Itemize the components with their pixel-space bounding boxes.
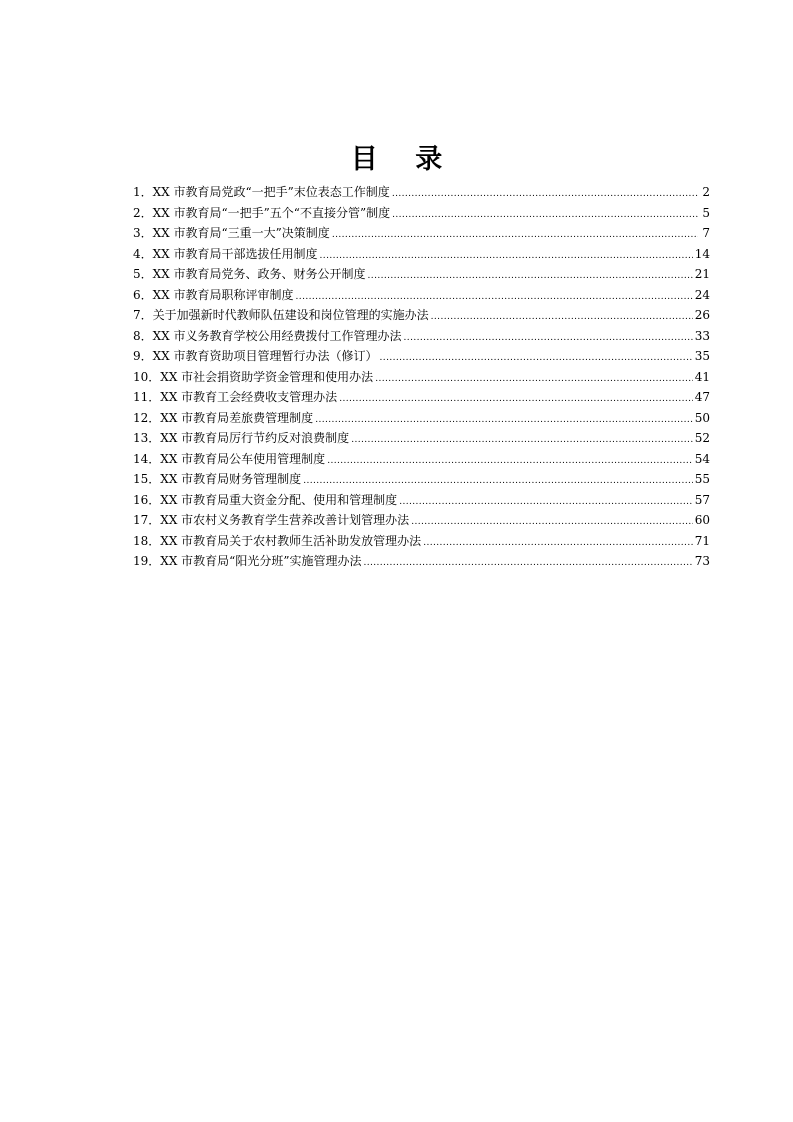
toc-entry-title: XX 市农村义务教育学生营养改善计划管理办法 xyxy=(160,513,410,527)
toc-dot-leader xyxy=(296,285,693,308)
toc-entry-title: XX 市教育局厉行节约反对浪费制度 xyxy=(160,431,350,445)
toc-entry-title: XX 市教育局关于农村教师生活补助发放管理办法 xyxy=(160,533,422,548)
toc-entry-page: 47 xyxy=(694,390,710,404)
toc-entry-page: 52 xyxy=(694,431,710,445)
toc-entry-page: 5 xyxy=(702,205,710,220)
toc-entry-number: 18． xyxy=(133,533,161,548)
toc-entry-number: 11． xyxy=(133,390,161,404)
toc-entry-page: 71 xyxy=(694,533,710,548)
toc-entry-number: 14． xyxy=(133,451,161,466)
toc-entry[interactable] xyxy=(133,244,710,265)
toc-entry-number: 8． xyxy=(133,328,153,343)
toc-entry-number: 1． xyxy=(133,185,153,199)
toc-dot-leader xyxy=(320,244,693,267)
toc-entry[interactable] xyxy=(133,264,710,285)
toc-entry[interactable] xyxy=(133,449,710,470)
toc-entry-number: 3． xyxy=(133,226,153,240)
toc-entry-number: 7． xyxy=(133,308,153,322)
toc-entry[interactable] xyxy=(133,182,710,203)
toc-entry-title: XX 市教育局差旅费管理制度 xyxy=(160,410,314,425)
toc-entry-page: 7 xyxy=(702,226,710,240)
toc-entry-title: XX 市教育局党政“一把手”末位表态工作制度 xyxy=(152,185,390,199)
toc-entry-page: 21 xyxy=(694,267,710,281)
toc-dot-leader xyxy=(375,367,693,390)
toc-entry-page: 54 xyxy=(694,451,710,466)
toc-entry[interactable] xyxy=(133,469,710,490)
toc-dot-leader xyxy=(339,387,693,410)
toc-entry[interactable] xyxy=(133,510,710,531)
toc-entry-title: XX 市教育局公车使用管理制度 xyxy=(160,451,326,466)
toc-entry-title: XX 市教育局党务、政务、财务公开制度 xyxy=(152,267,366,281)
toc-entry-page: 73 xyxy=(694,554,710,568)
toc-entry-title: XX 市义务教育学校公用经费拨付工作管理办法 xyxy=(152,328,402,343)
toc-dot-leader xyxy=(399,490,693,513)
toc-entry-page: 55 xyxy=(694,472,710,486)
toc-entry[interactable] xyxy=(133,408,710,429)
toc-list xyxy=(133,182,710,572)
toc-entry-number: 10． xyxy=(133,369,161,384)
toc-dot-leader xyxy=(332,223,698,246)
toc-entry[interactable] xyxy=(133,305,710,326)
toc-entry-page: 14 xyxy=(694,246,710,261)
toc-entry[interactable] xyxy=(133,428,710,449)
toc-dot-leader xyxy=(423,531,693,554)
toc-dot-leader xyxy=(327,449,693,472)
toc-entry-page: 35 xyxy=(694,349,710,363)
toc-dot-leader xyxy=(392,203,698,226)
toc-dot-leader xyxy=(431,305,693,328)
toc-entry[interactable] xyxy=(133,326,710,347)
toc-entry[interactable] xyxy=(133,285,710,306)
toc-entry-page: 50 xyxy=(694,410,710,425)
toc-entry[interactable] xyxy=(133,367,710,388)
toc-dot-leader xyxy=(411,510,693,533)
toc-entry-number: 17． xyxy=(133,513,161,527)
toc-dot-leader xyxy=(392,182,698,205)
toc-entry-title: XX 市教育资助项目管理暂行办法（修订） xyxy=(152,349,378,363)
toc-entry-number: 16． xyxy=(133,492,161,507)
toc-entry-page: 24 xyxy=(694,287,710,302)
toc-entry-number: 2． xyxy=(133,205,153,220)
toc-entry-page: 26 xyxy=(694,308,710,322)
toc-entry-title: 关于加强新时代教师队伍建设和岗位管理的实施办法 xyxy=(152,308,429,322)
toc-dot-leader xyxy=(303,469,693,492)
toc-entry-number: 5． xyxy=(133,267,153,281)
toc-entry-title: XX 市教育局“阳光分班”实施管理办法 xyxy=(160,554,362,568)
toc-entry-title: XX 市教育局职称评审制度 xyxy=(152,287,294,302)
toc-dot-leader xyxy=(351,428,693,451)
toc-entry-number: 19． xyxy=(133,554,161,568)
toc-entry-page: 41 xyxy=(694,369,710,384)
toc-entry[interactable] xyxy=(133,490,710,511)
toc-entry[interactable] xyxy=(133,531,710,552)
toc-entry-title: XX 市教育局“三重一大”决策制度 xyxy=(152,226,330,240)
toc-entry-title: XX 市教育局干部选拔任用制度 xyxy=(152,246,318,261)
toc-entry-page: 60 xyxy=(694,513,710,527)
toc-entry[interactable] xyxy=(133,346,710,367)
toc-entry[interactable] xyxy=(133,387,710,408)
toc-entry-title: XX 市社会捐资助学资金管理和使用办法 xyxy=(160,369,374,384)
toc-entry[interactable] xyxy=(133,551,710,572)
toc-entry-page: 57 xyxy=(694,492,710,507)
toc-entry-number: 15． xyxy=(133,472,161,486)
toc-entry[interactable] xyxy=(133,223,710,244)
toc-entry-page: 33 xyxy=(694,328,710,343)
toc-entry-number: 12． xyxy=(133,410,161,425)
toc-dot-leader xyxy=(404,326,693,349)
toc-entry[interactable] xyxy=(133,203,710,224)
toc-dot-leader xyxy=(363,551,692,574)
toc-dot-leader xyxy=(368,264,693,287)
toc-entry-title: XX 市教育局重大资金分配、使用和管理制度 xyxy=(160,492,398,507)
toc-entry-number: 6． xyxy=(133,287,153,302)
toc-entry-number: 4． xyxy=(133,246,153,261)
toc-entry-title: XX 市教育局财务管理制度 xyxy=(160,472,302,486)
toc-entry-title: XX 市教育局“一把手”五个“不直接分管”制度 xyxy=(152,205,391,220)
toc-entry-number: 9． xyxy=(133,349,153,363)
toc-entry-page: 2 xyxy=(702,185,710,199)
toc-entry-title: XX 市教育工会经费收支管理办法 xyxy=(160,390,338,404)
toc-entry-number: 13． xyxy=(133,431,161,445)
toc-dot-leader xyxy=(380,346,693,369)
toc-dot-leader xyxy=(315,408,693,431)
toc-title: 目 录 xyxy=(350,144,457,175)
